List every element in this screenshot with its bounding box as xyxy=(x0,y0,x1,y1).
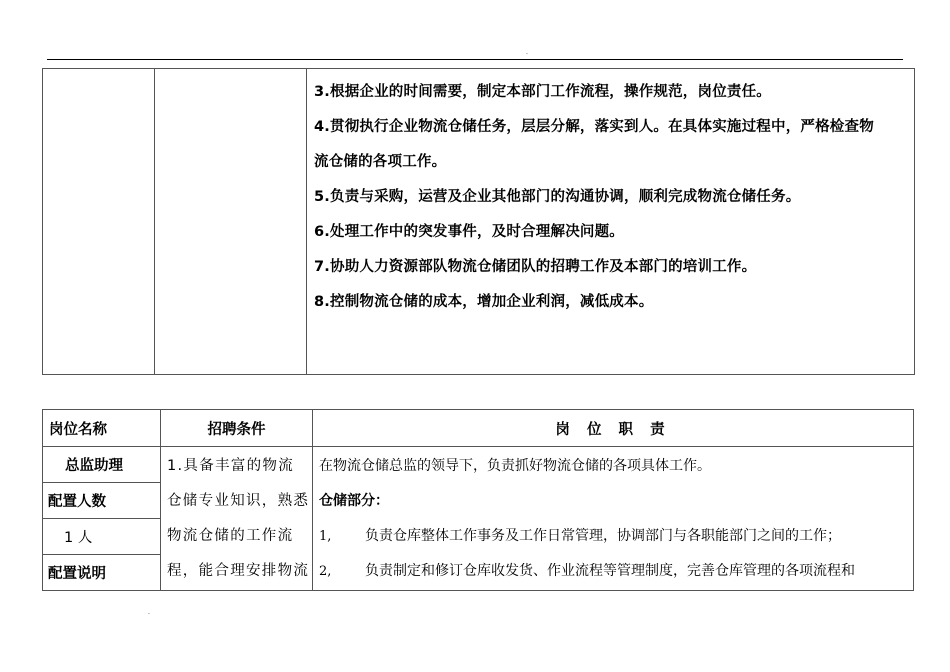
duty-item-text: 负责制定和修订仓库收发货、作业流程等管理制度，完善仓库管理的各项流程和 xyxy=(365,563,855,579)
duty-item xyxy=(319,554,913,589)
header-dot: . xyxy=(526,49,528,56)
duty-line: 6.处理工作中的突发事件，及时合理解决问题。 xyxy=(314,224,624,240)
position-title: 总监助理 xyxy=(43,447,161,483)
empty-cell-left xyxy=(43,69,155,375)
duty-item xyxy=(319,519,913,554)
header-duties: 岗 位 职 责 xyxy=(313,410,914,447)
duties-table-continued xyxy=(42,68,915,375)
duty-line: 7.协助人力资源部队物流仓储团队的招聘工作及本部门的培训工作。 xyxy=(314,259,757,275)
duty-line: 4.贯彻执行企业物流仓储任务，层层分解，落实到人。在具体实施过程中，严格检查物 xyxy=(314,119,874,135)
duty-line: 流仓储的各项工作。 xyxy=(314,154,447,170)
duty-line: 5.负责与采购，运营及企业其他部门的沟通协调，顺利完成物流仓储任务。 xyxy=(314,189,801,205)
staffing-count: 1 人 xyxy=(43,519,161,555)
header-rule xyxy=(47,59,903,60)
staffing-note-label: 配置说明 xyxy=(43,555,161,591)
header-requirements: 招聘条件 xyxy=(161,410,313,447)
requirement-line: 程，能合理安排物流 xyxy=(167,563,310,579)
duties-intro: 在物流仓储总监的领导下，负责抓好物流仓储的各项具体工作。 xyxy=(319,458,711,474)
position-duties-cell xyxy=(313,447,914,591)
duty-item-number: 1, xyxy=(319,529,332,544)
header-position-name: 岗位名称 xyxy=(43,410,161,447)
requirements-cell xyxy=(161,447,313,591)
duty-item-number: 2, xyxy=(319,564,332,579)
section-title: 仓储部分： xyxy=(319,493,389,509)
requirement-line: 1.具备丰富的物流 xyxy=(167,458,295,474)
position-table xyxy=(42,409,914,591)
duty-line: 3.根据企业的时间需要，制定本部门工作流程，操作规范，岗位责任。 xyxy=(314,84,771,100)
empty-cell-middle xyxy=(155,69,307,375)
requirement-line: 仓储专业知识，熟悉 xyxy=(167,493,310,509)
duties-cell xyxy=(307,69,915,375)
duty-item-text: 负责仓库整体工作事务及工作日常管理，协调部门与各职能部门之间的工作； xyxy=(365,528,841,544)
duty-line: 8.控制物流仓储的成本，增加企业利润，减低成本。 xyxy=(314,294,654,310)
staffing-label: 配置人数 xyxy=(43,483,161,519)
table-header-row xyxy=(43,410,914,447)
requirement-line: 物流仓储的工作流 xyxy=(167,528,294,544)
footer-dot: . xyxy=(148,609,150,616)
